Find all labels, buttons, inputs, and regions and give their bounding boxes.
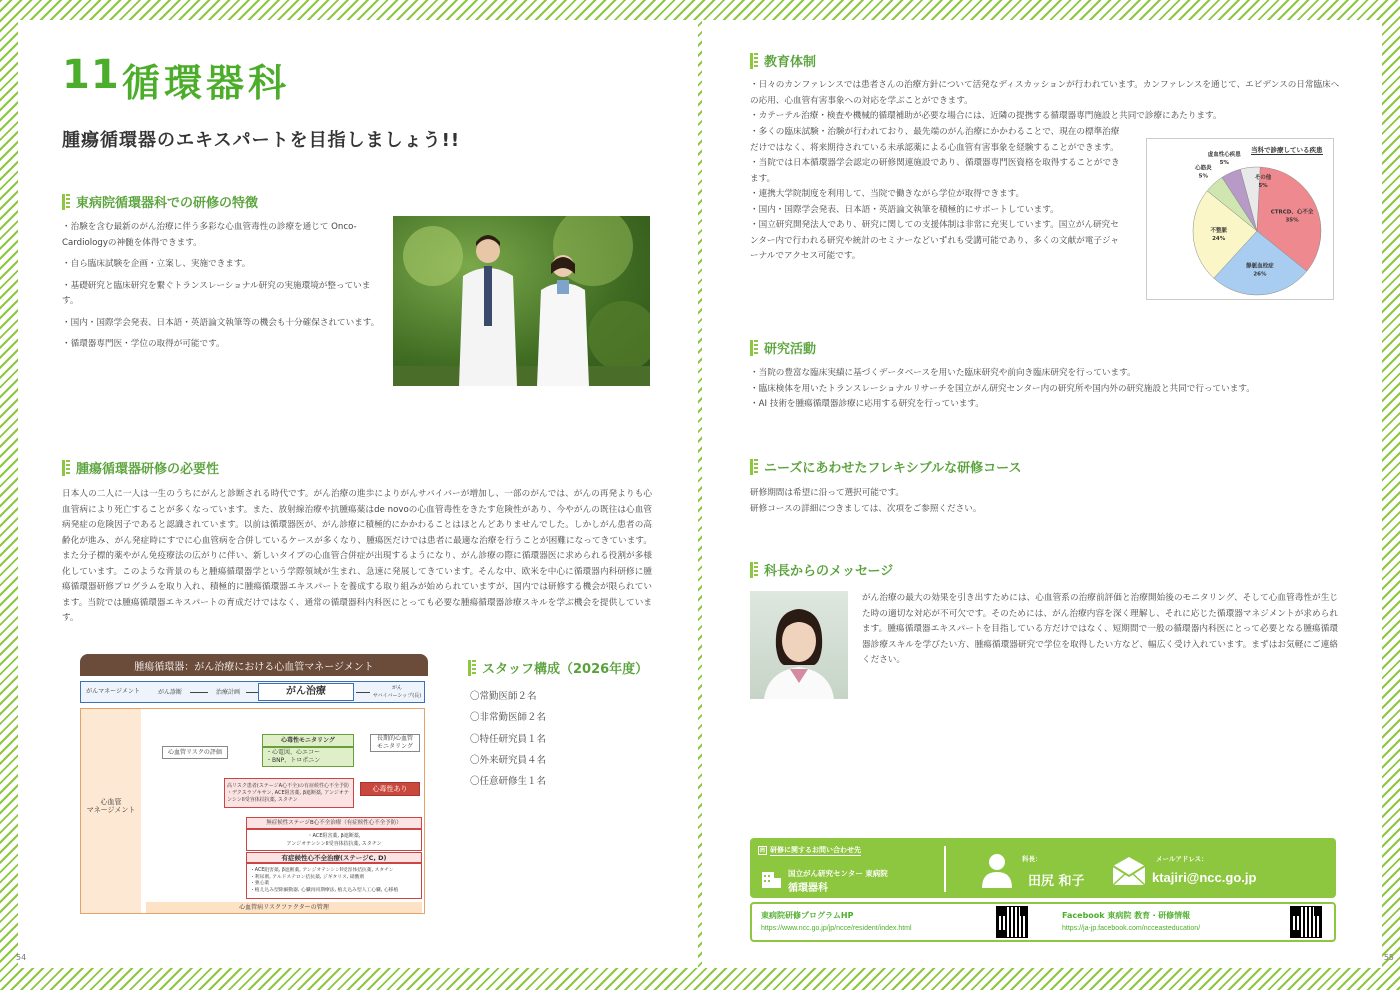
pie-svg (1147, 139, 1335, 301)
pie-label: CTRCD、心不全 (1270, 209, 1314, 216)
pie-label: その他 (1254, 175, 1272, 181)
right-page (702, 20, 1394, 968)
cancer-management-label: がんマネージメント (86, 688, 140, 695)
person-name: 田尻 和子 (1028, 874, 1085, 889)
diagram-title: 腫瘍循環器：がん治療における心血管マネージメント (80, 654, 428, 676)
arrow-icon (356, 692, 370, 693)
left-page (18, 20, 698, 968)
person-label: 科長： (1022, 855, 1042, 863)
hp-link-url[interactable]: https://www.ncc.go.jp/jp/ncce/resident/index.html (761, 925, 912, 932)
pie-value-label: 5% (1219, 159, 1229, 166)
chapter-number: 11 (62, 52, 120, 98)
list-item: ・多くの臨床試験・治験が行われており、最先端のがん治療にかかわることで、現在の標準治療だけではなく、将来期待されている未承認薬による心血管有害事象を経験することができます。 (750, 127, 1120, 153)
step-diagnosis: がん診断 (157, 688, 182, 696)
cardio-management-diagram (80, 654, 428, 916)
qr-code-icon (996, 906, 1028, 938)
pie-value-label: 5% (1258, 183, 1268, 189)
necessity-heading (62, 458, 219, 477)
risk-evaluation-box: 心血管リスクの評価 (162, 746, 228, 759)
list-item: ・臨床検体を用いたトランスレーショナルリサーチを国立がん研究センター内の研究所や国内外の研究施設と共同で行っています。 (750, 383, 1255, 394)
toxicity-box: 心毒性あり (360, 782, 420, 796)
flexible-heading-text: ニーズにあわせたフレキシブルな研修コース (764, 461, 1022, 476)
section-mark-icon (750, 53, 758, 69)
hp-link-title: 東病院研修プログラムHP (761, 911, 854, 920)
list-item: ・当院では日本循環器学会認定の研修関連施設であり、循環器専門医資格を取得することができます。 (750, 158, 1120, 184)
qr-code-icon (1290, 906, 1322, 938)
contact-org: 国立がん研究センター 東病院 循環器科 (788, 869, 888, 894)
page-number-right: 55 (1383, 953, 1394, 962)
features-heading (62, 192, 258, 211)
page-subtitle: 腫瘍循環器のエキスパートを目指しましょう!! (62, 130, 461, 151)
doctors-photo (393, 216, 650, 386)
stage-b-items: ・ACE阻害薬, β遮断薬, アンジオテンシンII受容体拮抗薬, スタチン (246, 829, 422, 851)
list-item: 〇非常勤医師２名 (470, 712, 547, 724)
list-item: ・国立研究開発法人であり、研究に関しての支援体制は非常に充実しています。国立がん研究センター内で行われる研究や統計のセミナーなどいずれも受講可能であり、多くの文献が電子ジャーナルでアクセス可能です。 (750, 220, 1120, 261)
section-mark-icon (468, 660, 476, 676)
pie-value-label: 24% (1212, 235, 1226, 242)
pie-label: 心筋炎 (1195, 165, 1212, 172)
cv-management-label: 心血管 マネージメント (86, 798, 136, 814)
mail-label: メールアドレス： (1156, 855, 1208, 863)
staff-heading (468, 658, 648, 677)
pie-label: 静脈血栓症 (1246, 263, 1274, 270)
step-survivorship: がん サバイバーシップ(長) (372, 685, 422, 699)
arrow-icon (246, 692, 258, 693)
list-item: ・国内・国際学会発表、日本語・英語論文執筆を積極的にサポートしています。 (750, 204, 1059, 215)
mail-address[interactable]: ktajiri@ncc.go.jp (1152, 870, 1257, 885)
flexible-text: 研修期間は希望に沿って選択可能です。 研修コースの詳細につきましては、次項をご参照ください。 (750, 488, 982, 514)
links-box (750, 902, 1336, 942)
arrow-icon (190, 692, 208, 693)
list-item: 〇外来研究員４名 (470, 754, 547, 766)
high-risk-box: 高リスク患者(ステージA心不全)の有症候性心不全予防 ・デクスラゾキサン, ACE阻害薬, β遮断薬, アンジオテンシンII受容体拮抗薬, スタチン (224, 778, 354, 808)
necessity-heading-text: 腫瘍循環器研修の必要性 (76, 462, 220, 477)
risk-factor-footer: 心血管病リスクファクターの管理 (146, 902, 422, 913)
fb-link-url[interactable]: https://ja-jp.facebook.com/ncceasteducation/ (1062, 925, 1201, 932)
features-heading-text: 東病院循環器科での研修の特徴 (76, 196, 259, 211)
pie-value-label: 35% (1285, 217, 1299, 224)
research-heading (750, 338, 816, 357)
long-term-monitoring-box: 長期的心血管 モニタリング (370, 734, 420, 752)
staff-heading-text: スタッフ構成（2026年度） (482, 662, 649, 677)
building-icon (760, 866, 782, 888)
stage-cd-box: 有症候性心不全治療(ステージC, D) (246, 852, 422, 863)
step-treatment: がん治療 (258, 683, 354, 701)
page-number-left: 54 (16, 953, 27, 962)
message-heading (750, 560, 893, 579)
stage-b-box: 無症候性ステージB心不全治療（有症候性心不全予防） (246, 817, 422, 829)
section-mark-icon (62, 194, 70, 210)
section-mark-icon (750, 340, 758, 356)
monitoring-items: ・心電図、心エコー ・BNP、トロポニン (262, 747, 354, 767)
section-mark-icon (750, 459, 758, 475)
list-item: ・治験を含む最新のがん治療に伴う多彩な心血管毒性の診療を通じて Onco-Cardiologyの神髄を体得できます。 (62, 222, 357, 248)
stage-cd-items: ・ACE阻害薬, β遮断薬, アンジオテンシンII受容体拮抗薬, スタチン ・利尿剤, アルドステロン拮抗薬, ジギタリス, 硝酸剤 ・強心薬 ・植え込み型除細動器, 心臓再同期療法, 植え込み型人工心臓, 心移植 (246, 863, 422, 899)
disease-pie-chart (1146, 138, 1334, 300)
mail-icon (1112, 856, 1146, 886)
monitoring-box: 心毒性モニタリング (262, 734, 354, 747)
list-item: ・当院の豊富な臨床実績に基づくデータベースを用いた臨床研究や前向き臨床研究を行っています。 (750, 368, 1136, 378)
contact-tag: 問 研修に関するお問い合わせ先 (760, 846, 862, 854)
list-item: 〇特任研究員１名 (470, 733, 547, 745)
features-list (62, 220, 380, 353)
list-item: 〇常勤医師２名 (470, 691, 537, 702)
education-list-wide (750, 78, 1340, 125)
pie-value-label: 26% (1253, 271, 1267, 278)
chief-portrait (750, 591, 848, 699)
chapter-title: 循環器科 (122, 61, 291, 105)
section-mark-icon (750, 562, 758, 578)
necessity-paragraph: 日本人の二人に一人は一生のうちにがんと診断される時代です。がん治療の進歩によりがんサバイバーが増加し、一部のがんでは、がんの再発よりも心血管病により死亡することが多くなっています。また、放射線治療や抗腫瘍薬はde novoの心血管毒性をきたす危険性があり、今やがんの既往は心血管病発症の危険因子であると認識されています。以前は循環器医が、がん診療に積極的にかかわることはほとんどありませんでした。しかしがん患者の高齢化が進み、がん発症時にすでに心血管病を合併しているケースが多くなり、腫瘍医だけでは患者に最適な治療を行うことが困難になってきています。また分子標的薬やがん免疫療法の広がりに伴い、新しいタイプの心血管合併症が出現するようになり、がん診療の際に循環器医に求められる役割が多様化しています。このような背景のもと腫瘍循環器学という学際領域が生まれ、急速に発展してきています。そんな中、欧米を中心に循環器内科研修に腫瘍循環器研修プログラムを取り入れ、積極的に腫瘍循環器エキスパートを養成する取り組みが始められていますが、国内では研修する機会が限られています。当院では腫瘍循環器エキスパートの育成だけではなく、通常の循環器科内科医にとっても必要な腫瘍循環器診療スキルを学ぶ機会を提供しています。 (62, 489, 652, 623)
inquiry-icon: 問 (760, 848, 766, 854)
pie-label: 虚血性心疾患 (1207, 151, 1241, 158)
person-icon (980, 852, 1014, 888)
list-item: ・自ら臨床試験を企画・立案し、実施できます。 (62, 259, 251, 269)
section-mark-icon (62, 460, 70, 476)
list-item: ・国内・国際学会発表、日本語・英語論文執筆等の機会も十分確保されています。 (62, 317, 380, 328)
pie-value-label: 5% (1198, 173, 1209, 180)
list-item: ・連携大学院制度を利用して、当院で働きながら学位が取得できます。 (750, 189, 1025, 199)
chart-title: 当科で診療している疾患 (1251, 146, 1323, 154)
education-heading-text: 教育体制 (764, 55, 817, 70)
education-heading (750, 51, 816, 70)
message-heading-text: 科長からのメッセージ (764, 564, 894, 579)
research-heading-text: 研究活動 (764, 342, 817, 357)
education-list-narrow (750, 125, 1126, 265)
list-item: ・基礎研究と臨床研究を繋ぐトランスレーショナル研究の実施環境が整っています。 (62, 280, 371, 306)
step-plan: 治療計画 (215, 688, 240, 696)
list-item: ・日々のカンファレンスでは患者さんの治療方針について活発なディスカッションが行われています。カンファレンスを通じて、エビデンスの日常臨床への応用、心血管有害事象への対応を学ぶことができます。 (750, 80, 1340, 106)
research-list (750, 366, 1340, 413)
contact-box (750, 838, 1336, 898)
fb-link-title: Facebook 東病院 教育・研修情報 (1062, 911, 1191, 920)
pie-label: 不整脈 (1210, 227, 1227, 234)
list-item: ・循環器専門医・学位の取得が可能です。 (62, 339, 225, 349)
list-item: ・AI 技術を腫瘍循環器診療に応用する研究を行っています。 (750, 399, 984, 409)
message-paragraph: がん治療の最大の効果を引き出すためには、心血管系の治療前評価と治療開始後のモニタリング、そして心血管毒性が生じた時の適切な対応が不可欠です。そのためには、がん治療内容を深く理解し、それに応じた循環器マネジメントが求められます。腫瘍循環器エキスパートを目指している方だけではなく、短期間で一般の循環器内科医にとって必要となる腫瘍循環器診療スキルを学びたい方、腫瘍循環器研究で学位を取得したい方など、幅広く受け入れています。まずはお気軽にご連絡ください。 (862, 593, 1338, 665)
staff-list (470, 686, 546, 792)
flexible-heading (750, 457, 1022, 476)
contact-divider (944, 846, 946, 892)
list-item: 〇任意研修生１名 (470, 776, 547, 788)
list-item: ・カテーテル治療・検査や機械的循環補助が必要な場合には、近隣の提携する循環器専門施設と共同で診療にあたります。 (750, 111, 1222, 121)
